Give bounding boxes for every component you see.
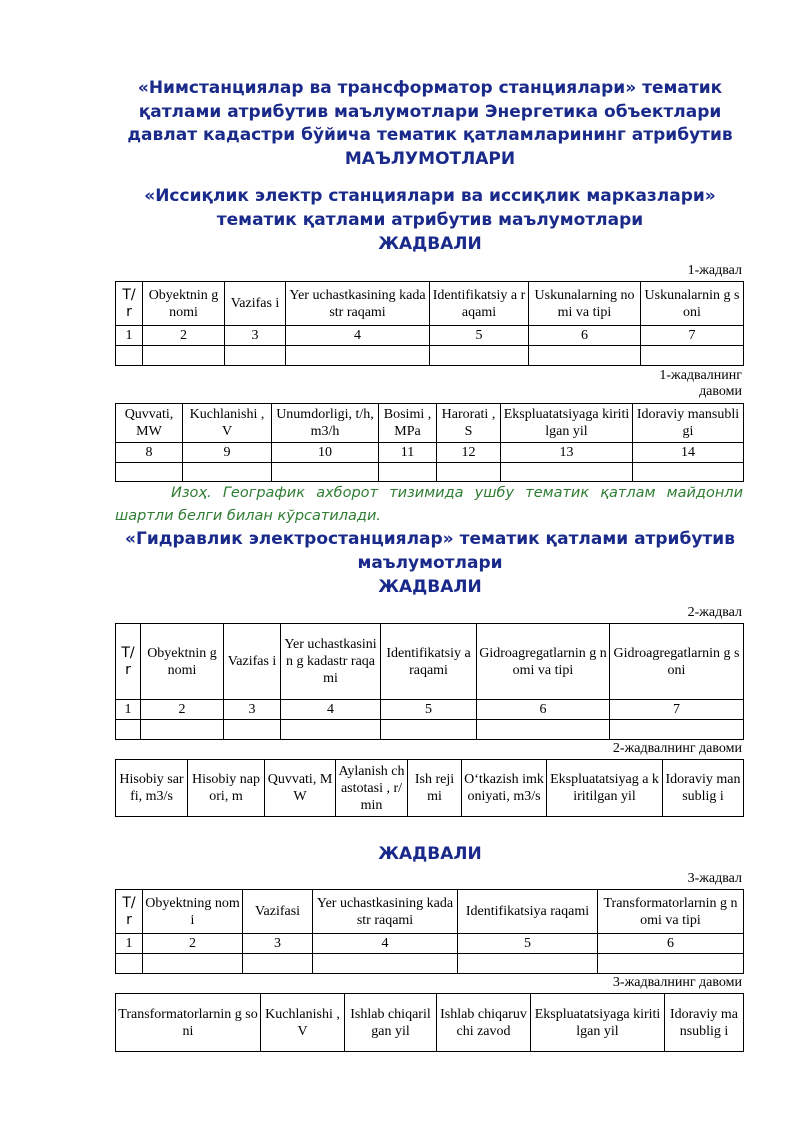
table2-header-cell: Т/ r bbox=[116, 624, 141, 700]
table2-number-row bbox=[116, 700, 744, 720]
table1-label: 1-жадвал bbox=[687, 263, 742, 278]
table1-number-cell: 5 bbox=[430, 326, 529, 346]
table1b-header-cell: Bosimi , MPa bbox=[379, 404, 437, 443]
heading-hydro-sub: ЖАДВАЛИ bbox=[378, 577, 482, 597]
table3-header-cell: Identifikatsiya raqami bbox=[458, 890, 598, 934]
table2-number-cell: 2 bbox=[141, 700, 224, 720]
heading-main: «Нимстанциялар ва трансформатор станциялари» тематик қатлами атрибутив маълумотлари Энергетика объектлари давлат кадастри бўйича тематик қатламларининг атрибутив МАЪЛУМОТЛАРИ bbox=[127, 78, 733, 169]
table3b-header-cell: Ishlab chiqarilgan yil bbox=[345, 994, 437, 1052]
heading-thermal: «Иссиқлик электр станциялари ва иссиқлик марказлари» тематик қатлами атрибутив маълумотлари bbox=[144, 186, 716, 230]
table2b-header-cell: Oʻtkazish imkoniyati, m3/s bbox=[462, 760, 547, 817]
note-text: Изоҳ. Географик ахборот тизимида ушбу тематик қатлам майдонли шартли белги билан кўрсатилади. bbox=[115, 485, 743, 524]
table1b-header-cell: Ekspluatatsiyaga kiritilgan yil bbox=[501, 404, 633, 443]
table1b-number-cell: 11 bbox=[379, 443, 437, 463]
table2-continued bbox=[115, 759, 744, 817]
table2-header-cell: Obyektnin g nomi bbox=[141, 624, 224, 700]
table3-header-cell: Vazifasi bbox=[243, 890, 313, 934]
table2-number-cell: 4 bbox=[281, 700, 381, 720]
table1b-number-cell: 8 bbox=[116, 443, 183, 463]
table2b-header-cell: Idoraviy mansublig i bbox=[663, 760, 744, 817]
table3-header-cell: Yer uchastkasining kadastr raqami bbox=[313, 890, 458, 934]
table3b-header-cell: Kuchlanishi , V bbox=[261, 994, 345, 1052]
table1-header-row bbox=[116, 282, 744, 326]
table3-header-cell: Т/ r bbox=[116, 890, 143, 934]
table2b-header-cell: Ish rejimi bbox=[408, 760, 462, 817]
table1-number-cell: 3 bbox=[225, 326, 286, 346]
table1 bbox=[115, 281, 744, 366]
table1-empty-row bbox=[116, 346, 744, 366]
table2b-label: 2-жадвалнинг давоми bbox=[612, 741, 742, 756]
table2b-header-cell: Hisobiy sarfi, m3/s bbox=[116, 760, 188, 817]
table2-header-cell: Yer uchastkasinin g kadastr raqami bbox=[281, 624, 381, 700]
table3-header-cell: Transformatorlarnin g nomi va tipi bbox=[598, 890, 744, 934]
table2-number-cell: 6 bbox=[477, 700, 610, 720]
table3b-label: 3-жадвалнинг давоми bbox=[612, 975, 742, 990]
table3b-header-cell: Ekspluatatsiyaga kiritilgan yil bbox=[531, 994, 665, 1052]
table1b-number-row bbox=[116, 443, 744, 463]
table2-number-cell: 1 bbox=[116, 700, 141, 720]
table1-header-cell: Identifikatsiy a raqami bbox=[430, 282, 529, 326]
table1b-header-cell: Quvvati, MW bbox=[116, 404, 183, 443]
table1b-header-cell: Unumdorligi, t/h, m3/h bbox=[272, 404, 379, 443]
table3b-header-cell: Ishlab chiqaruvchi zavod bbox=[437, 994, 531, 1052]
table1b-number-cell: 9 bbox=[183, 443, 272, 463]
table3-continued bbox=[115, 993, 744, 1052]
heading-table3: ЖАДВАЛИ bbox=[378, 844, 482, 864]
table3-header-cell: Obyektning nomi bbox=[143, 890, 243, 934]
table2b-header-row bbox=[116, 760, 744, 817]
table2-number-cell: 7 bbox=[610, 700, 744, 720]
table2-empty-row bbox=[116, 720, 744, 740]
table2-header-cell: Vazifas i bbox=[224, 624, 281, 700]
table3-number-cell: 5 bbox=[458, 934, 598, 954]
table1-number-cell: 2 bbox=[143, 326, 225, 346]
table3-number-cell: 2 bbox=[143, 934, 243, 954]
table3-number-cell: 4 bbox=[313, 934, 458, 954]
table2-header-cell: Identifikatsiy a raqami bbox=[381, 624, 477, 700]
table2-header-cell: Gidroagregatlarnin g nomi va tipi bbox=[477, 624, 610, 700]
table1-header-cell: Obyektnin g nomi bbox=[143, 282, 225, 326]
table2-number-cell: 3 bbox=[224, 700, 281, 720]
table3b-header-cell: Transformatorlarnin g soni bbox=[116, 994, 261, 1052]
table2-header-cell: Gidroagregatlarnin g soni bbox=[610, 624, 744, 700]
table1b-number-cell: 14 bbox=[633, 443, 744, 463]
table1-number-row bbox=[116, 326, 744, 346]
table1b-header-cell: Harorati , S bbox=[437, 404, 501, 443]
table3-number-cell: 1 bbox=[116, 934, 143, 954]
table1-number-cell: 4 bbox=[286, 326, 430, 346]
table3-label: 3-жадвал bbox=[687, 871, 742, 886]
table1-number-cell: 1 bbox=[116, 326, 143, 346]
table2b-header-cell: Aylanish chastotasi , r/min bbox=[336, 760, 408, 817]
table2b-header-cell: Quvvati, MW bbox=[265, 760, 336, 817]
table2b-header-cell: Ekspluatatsiyag a kiritilgan yil bbox=[547, 760, 663, 817]
table3-number-row bbox=[116, 934, 744, 954]
table2 bbox=[115, 623, 744, 740]
table2-header-row bbox=[116, 624, 744, 700]
table1b-header-row bbox=[116, 404, 744, 443]
heading-hydro: «Гидравлик электростанциялар» тематик қатлами атрибутив маълумотлари bbox=[125, 529, 735, 573]
table1b-empty-row bbox=[116, 463, 744, 482]
table1b-number-cell: 13 bbox=[501, 443, 633, 463]
table1-continued bbox=[115, 403, 744, 482]
table1-header-cell: Т/ r bbox=[116, 282, 143, 326]
table3b-header-cell: Idoraviy mansublig i bbox=[665, 994, 744, 1052]
heading-thermal-sub: ЖАДВАЛИ bbox=[378, 234, 482, 254]
table1-header-cell: Vazifas i bbox=[225, 282, 286, 326]
table2-number-cell: 5 bbox=[381, 700, 477, 720]
table1b-label: 1-жадвалнинг давоми bbox=[659, 368, 742, 399]
table3b-header-row bbox=[116, 994, 744, 1052]
table3-number-cell: 3 bbox=[243, 934, 313, 954]
table1b-header-cell: Kuchlanishi , V bbox=[183, 404, 272, 443]
table3-number-cell: 6 bbox=[598, 934, 744, 954]
table1-header-cell: Uskunalarnin g soni bbox=[641, 282, 744, 326]
table1b-number-cell: 10 bbox=[272, 443, 379, 463]
table3-empty-row bbox=[116, 954, 744, 974]
table2b-header-cell: Hisobiy napori, m bbox=[188, 760, 265, 817]
table1b-number-cell: 12 bbox=[437, 443, 501, 463]
table2-label: 2-жадвал bbox=[687, 605, 742, 620]
table1-number-cell: 7 bbox=[641, 326, 744, 346]
table1b-header-cell: Idoraviy mansubligi bbox=[633, 404, 744, 443]
table3-header-row bbox=[116, 890, 744, 934]
table1-header-cell: Yer uchastkasining kadastr raqami bbox=[286, 282, 430, 326]
table3 bbox=[115, 889, 744, 974]
table1-number-cell: 6 bbox=[529, 326, 641, 346]
table1-header-cell: Uskunalarning nomi va tipi bbox=[529, 282, 641, 326]
